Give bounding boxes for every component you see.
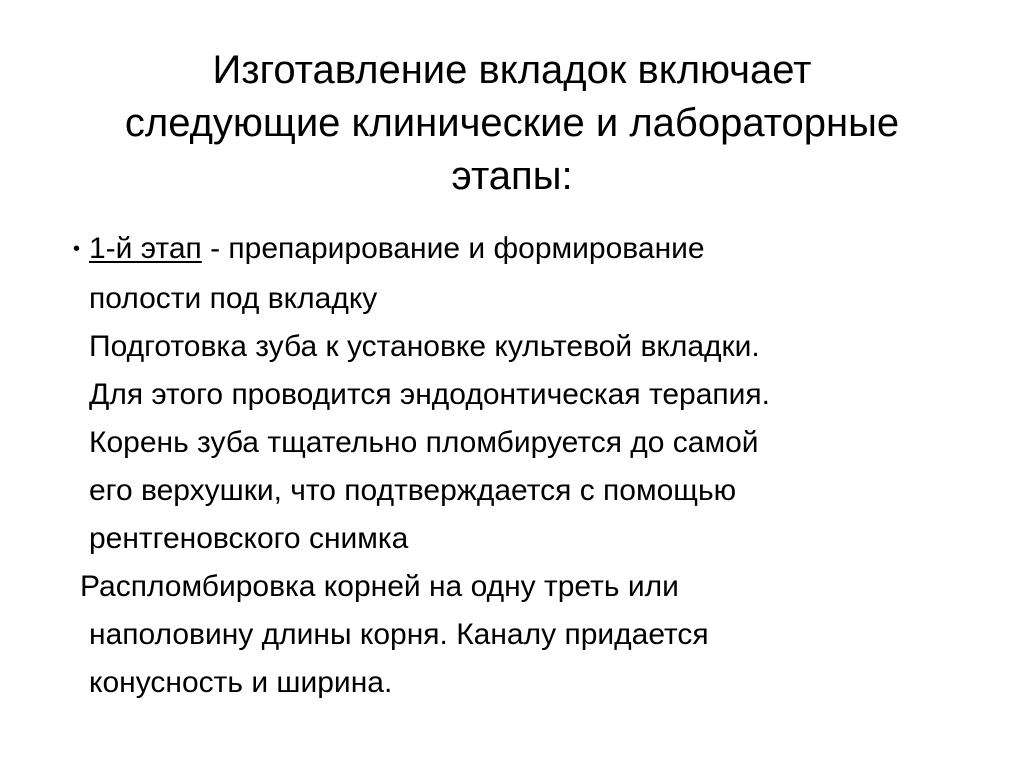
body-line: Подготовка зуба к установке культевой вкладки. [89, 330, 760, 363]
body-line: рентгеновского снимка [89, 522, 409, 555]
title-line: следующие клинические и лабораторные [124, 101, 900, 145]
body-line: конусность и ширина. [89, 666, 393, 699]
title-line: этапы: [451, 154, 573, 198]
title-line: Изготавление вкладок включает [212, 48, 812, 92]
body-line: наполовину длины корня. Каналу придается [89, 618, 709, 651]
stage-label: 1-й этап [89, 232, 202, 265]
bullet-item [73, 232, 973, 266]
body-line: его верхушки, что подтверждается с помощью [89, 474, 737, 507]
body-line: Распломбировка корней на одну треть или [80, 570, 679, 603]
body-line: полости под вкладку [89, 282, 378, 315]
slide-title [40, 44, 984, 203]
body-line: Для этого проводится эндодонтическая терапия. [89, 378, 770, 411]
body-line: Корень зуба тщательно пломбируется до самой [89, 426, 759, 459]
stage-description: - препарирование и формирование [201, 232, 705, 265]
bullet-first-line [89, 232, 705, 265]
bullet-dot-icon: • [73, 238, 81, 260]
